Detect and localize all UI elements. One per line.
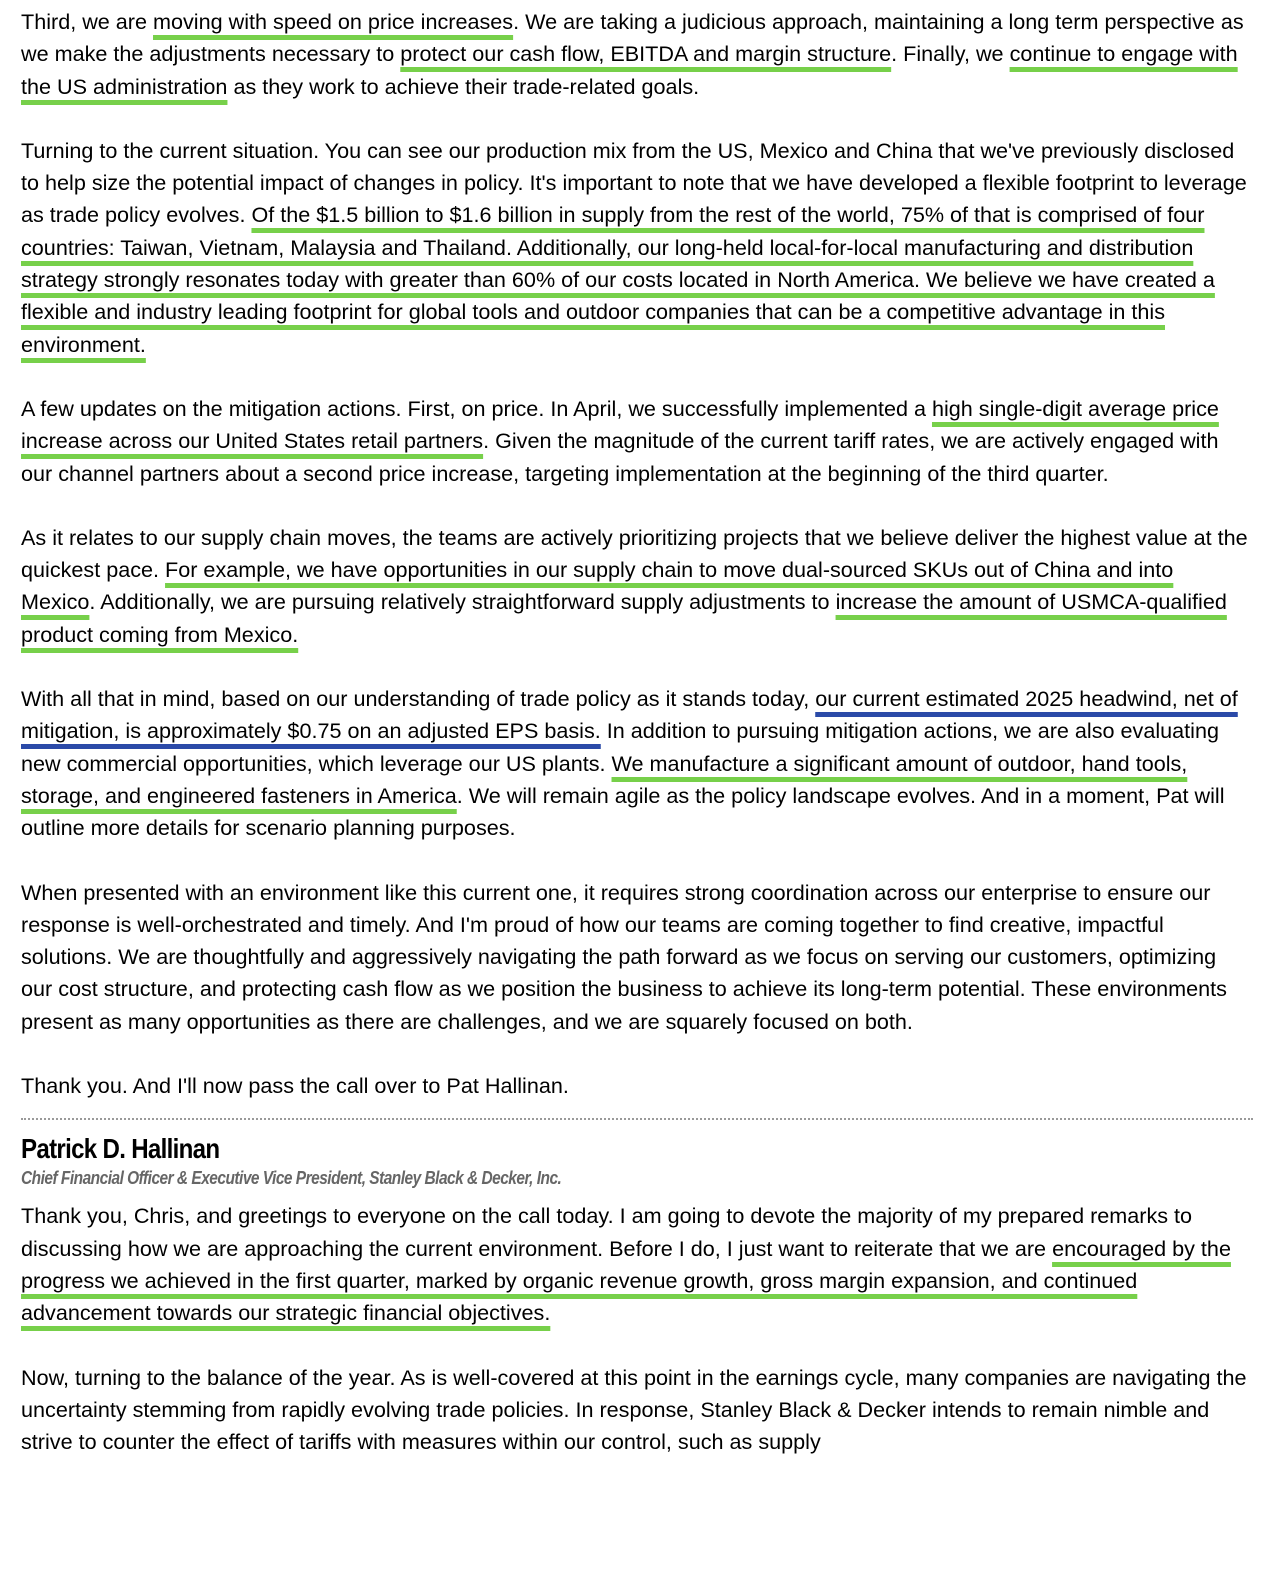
- transcript-paragraph: [21, 522, 1253, 651]
- transcript-paragraph: [21, 135, 1253, 361]
- paragraph-text: When presented with an environment like this current one, it requires strong coordination across our enterprise to ensure our response is well-orchestrated and timely. And I'm proud of how our teams are coming together to find creative, impactful solutions. We are thoughtfully and aggressively navigating the path forward as we focus on serving our customers, optimizing our cost structure, and protecting cash flow as we position the business to achieve its long-term potential. These environments present as many opportunities as there are challenges, and we are squarely focused on both.: [21, 879, 1227, 1034]
- paragraph-text: . Given the magnitude of the current tariff rates, we are actively engaged with our channel partners about a second price increase, targeting implementation at the beginning of the third quarter.: [21, 428, 1219, 486]
- transcript-page: [21, 6, 1253, 1490]
- transcript-paragraph: [21, 683, 1253, 844]
- blue-highlight: our current estimated 2025 headwind, net of mitigation, is approximately $0.75 on an adjusted EPS basis.: [21, 686, 1238, 744]
- transcript-paragraph: [21, 877, 1253, 1038]
- paragraph-text: Third, we are: [21, 9, 154, 34]
- paragraph-text: Turning to the current situation. You can see our production mix from the US, Mexico and China that we've previously disclosed to help size the potential impact of changes in policy. It's important to note that we have developed a flexible footprint to leverage as trade policy evolves.: [21, 137, 1247, 228]
- green-highlight: continue to engage with the US administration: [21, 41, 1238, 99]
- paragraph-text: . Additionally, we are pursuing relatively straightforward supply adjustments to: [89, 589, 836, 615]
- paragraph-text: With all that in mind, based on our understanding of trade policy as it stands today,: [21, 686, 816, 712]
- paragraph-text: as they work to achieve their trade-related goals.: [227, 73, 700, 99]
- paragraph-text: As it relates to our supply chain moves, the teams are actively prioritizing projects that we believe deliver the highest value at the quickest pace.: [21, 524, 1248, 583]
- paragraph-text: Thank you. And I'll now pass the call over to Pat Hallinan.: [21, 1073, 569, 1099]
- green-highlight: increase the amount of USMCA-qualified product coming from Mexico.: [21, 589, 1227, 647]
- green-highlight: We manufacture a significant amount of outdoor, hand tools, storage, and engineered fasteners in America: [21, 750, 1188, 808]
- paragraph-text: Thank you, Chris, and greetings to everyone on the call today. I am going to devote the majority of my prepared remarks to discussing how we are approaching the current environment. Before I do, I just want to reiterate that we are: [21, 1203, 1193, 1261]
- paragraph-text: . Finally, we: [891, 41, 1010, 67]
- paragraph-text: . We will remain agile as the policy landscape evolves. And in a moment, Pat will outline more details for scenario planning purposes.: [21, 782, 1225, 841]
- speaker-title: Chief Financial Officer & Executive Vice President, Stanley Black & Decker, Inc.: [21, 1168, 562, 1189]
- green-highlight: high single-digit average price increase across our United States retail partners: [21, 395, 1219, 454]
- transcript-body-pat: [21, 1200, 1253, 1458]
- green-highlight: For example, we have opportunities in our supply chain to move dual-sourced SKUs out of China and into Mexico: [21, 557, 1174, 615]
- transcript-body-chris: [21, 6, 1253, 1102]
- transcript-paragraph: [21, 1362, 1253, 1459]
- green-highlight: protect our cash flow, EBITDA and margin structure: [400, 41, 892, 67]
- green-highlight: moving with speed on price increases: [153, 9, 514, 34]
- transcript-paragraph: [21, 393, 1253, 490]
- transcript-paragraph: [21, 1200, 1253, 1329]
- transcript-paragraph: [21, 6, 1253, 103]
- paragraph-text: In addition to pursuing mitigation actions, we are also evaluating new commercial opportunities, which leverage our US plants.: [21, 718, 1219, 776]
- paragraph-text: Now, turning to the balance of the year. As is well-covered at this point in the earnings cycle, many companies are navigating the uncertainty stemming from rapidly evolving trade policies. In response, Stanley Black & Decker intends to remain nimble and strive to counter the effect of tariffs with measures within our control, such as supply: [21, 1364, 1247, 1455]
- speaker-name: Patrick D. Hallinan: [21, 1133, 220, 1165]
- transcript-paragraph: [21, 1070, 1253, 1102]
- speaker-divider: [21, 1118, 1253, 1120]
- green-highlight: Of the $1.5 billion to $1.6 billion in supply from the rest of the world, 75% of that is comprised of four countries: Taiwan, Vietnam, Malaysia and Thailand. Additionally, our long-held local-for-local manufacturing and distribution strategy strongly resonates today with greater than 60% of our costs located in North America. We believe we have created a flexible and industry leading footprint for global tools and outdoor companies that can be a competitive advantage in this environment.: [21, 202, 1215, 357]
- green-highlight: encouraged by the progress we achieved in the first quarter, marked by organic revenue growth, gross margin expansion, and continued advancement towards our strategic financial objectives.: [21, 1235, 1231, 1326]
- paragraph-text: . We are taking a judicious approach, maintaining a long term perspective as we make the adjustments necessary to: [21, 9, 1244, 67]
- paragraph-text: A few updates on the mitigation actions. First, on price. In April, we successfully implemented a: [21, 395, 932, 421]
